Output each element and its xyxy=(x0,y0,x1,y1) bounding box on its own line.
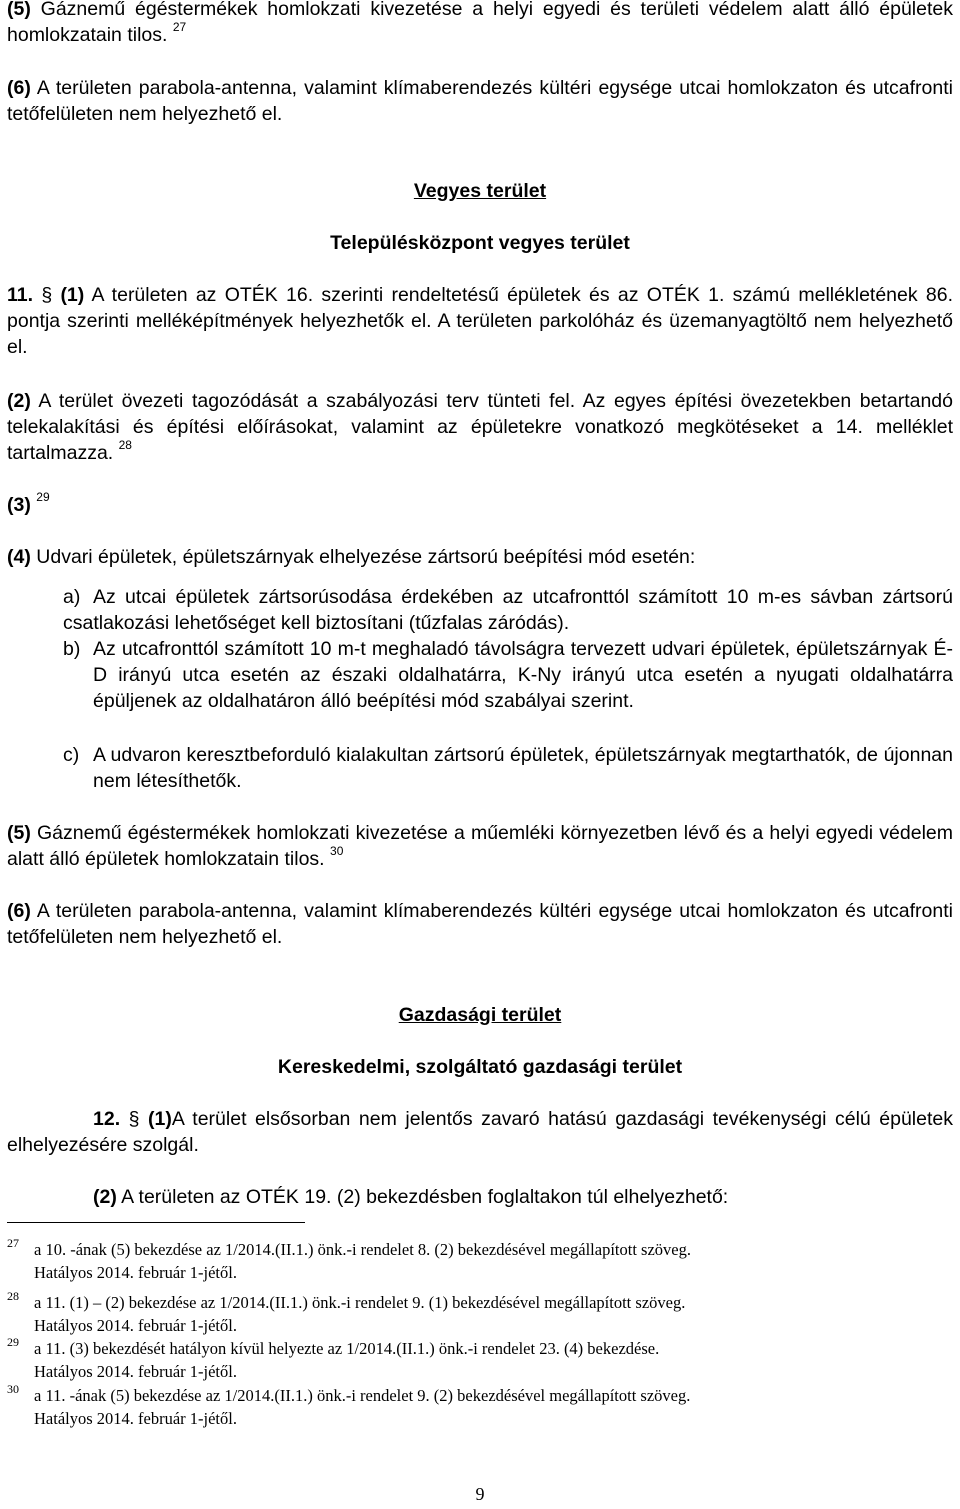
paragraph-label: (1) xyxy=(60,284,85,306)
list-item-label: b) xyxy=(63,638,81,660)
paragraph-text: A terület övezeti tagozódását a szabályozási terv tünteti fel. Az egyes építési övezetekben betartandó telekalakítási és építési előírásokat, valamint az épületekre vonatkozó megkötéseket a 14. melléklet tartalmazza. xyxy=(7,390,953,464)
section-11-paragraph-3 xyxy=(7,489,953,518)
paragraph-text: Gáznemű égéstermékek homlokzati kivezetése a helyi egyedi és területi védelem alatt álló épületek homlokzatain tilos. xyxy=(7,0,953,46)
section-11-paragraph-5 xyxy=(7,820,953,872)
footnote-text: a 11. (1) – (2) bekezdése az 1/2014.(II.1.) önk.-i rendelet 9. (1) bekezdésével megállapított szöveg. xyxy=(34,1293,686,1312)
paragraph-label: (5) xyxy=(7,0,31,20)
footnote-ref-29[interactable]: 29 xyxy=(36,489,50,504)
list-item-label: c) xyxy=(63,744,80,766)
footnote-28 xyxy=(7,1291,947,1337)
paragraph-text: Udvari épületek, épületszárnyak elhelyezése zártsorú beépítési mód esetén: xyxy=(30,546,696,568)
paragraph-label: (3) xyxy=(7,494,31,516)
paragraph-text: A területen az OTÉK 16. szerinti rendeltetésű épületek és az OTÉK 1. számú mellékletének 86. pontja szerinti melléképítmények helyezhetők el. A területen parkolóház és üzemanyagtöltő nem helyezhető el. xyxy=(7,284,953,358)
footnote-ref-30[interactable]: 30 xyxy=(330,843,344,858)
section-12-paragraph-2 xyxy=(7,1184,953,1210)
subsection-heading-2: Kereskedelmi, szolgáltató gazdasági terület xyxy=(277,1056,683,1078)
paragraph-text: A területen parabola-antenna, valamint klímaberendezés kültéri egysége utcai homlokzaton és utcafronti tetőfelületen nem helyezhető el. xyxy=(7,77,953,125)
footnote-ref-28[interactable]: 28 xyxy=(118,437,132,452)
subsection-heading: Településközpont vegyes terület xyxy=(330,232,630,254)
section-11-paragraph-2 xyxy=(7,388,953,466)
list-item-a xyxy=(63,584,953,636)
footnote-text: a 11. -ának (5) bekezdése az 1/2014.(II.1.) önk.-i rendelet 9. (2) bekezdésével megállapított szöveg. xyxy=(34,1386,691,1405)
paragraph-text: A területen az OTÉK 19. (2) bekezdésben foglaltakon túl elhelyezhető: xyxy=(116,1186,729,1208)
footnote-ref-27[interactable]: 27 xyxy=(172,19,187,34)
paragraph-text: Gáznemű égéstermékek homlokzati kivezetése a műemléki környezetben lévő és a helyi egyedi védelem alatt álló épületek homlokzatain tilos. xyxy=(7,822,953,870)
section-12-paragraph-1: 12. § (1)A terület elsősorban nem jelentős zavaró hatású gazdasági tevékenységi célú épületek elhelyezésére szolgál. xyxy=(7,1108,953,1156)
footnote-number: 27 xyxy=(7,1236,19,1250)
footnote-text-2: Hatályos 2014. február 1-jétől. xyxy=(34,1263,237,1282)
section-heading-2: Gazdasági terület xyxy=(398,1004,562,1026)
section-11-paragraph-6 xyxy=(7,898,953,950)
footnote-27 xyxy=(7,1238,947,1284)
paragraph-label: (4) xyxy=(7,546,31,568)
footnote-29 xyxy=(7,1337,947,1383)
list-item-c xyxy=(63,742,953,794)
footnote-number: 28 xyxy=(7,1289,19,1303)
list-item-text: A udvaron keresztbeforduló kialakultan zártsorú épületek, épületszárnyak megtarthatók, de újonnan nem létesíthetők. xyxy=(93,744,953,792)
footnote-text: a 10. -ának (5) bekezdése az 1/2014.(II.1.) önk.-i rendelet 8. (2) bekezdésével megállapított szöveg. xyxy=(34,1240,691,1259)
list-item-b xyxy=(63,636,953,714)
paragraph-label: (5) xyxy=(7,822,31,844)
section-heading: Vegyes terület xyxy=(413,180,547,202)
section-number: 11. xyxy=(7,284,34,306)
list-item-text: Az utcafronttól számított 10 m-t meghaladó távolságra tervezett udvari épületek, épületszárnyak É-D irányú utca esetén az északi oldalhatárra, K-Ny irányú utca esetén a nyugati oldalhatárra épüljenek az oldalhatáron álló beépítési mód szabályai szerint. xyxy=(93,638,953,712)
paragraph-5-previous xyxy=(7,0,953,48)
footnote-30 xyxy=(7,1384,947,1430)
section-11-paragraph-1: 11. § (1) A területen az OTÉK 16. szerinti rendeltetésű épületek és az OTÉK 1. számú mellékletének 86. pontja szerinti melléképítmények helyezhetők el. A területen parkolóház és üzemanyagtöltő nem helyezhető el. xyxy=(7,284,953,358)
footnote-number: 29 xyxy=(7,1335,19,1349)
footnote-text-2: Hatályos 2014. február 1-jétől. xyxy=(34,1409,237,1428)
footnote-text-2: Hatályos 2014. február 1-jétől. xyxy=(34,1362,237,1381)
paragraph-text: A terület elsősorban nem jelentős zavaró hatású gazdasági tevékenységi célú épületek elhelyezésére szolgál. xyxy=(7,1108,953,1156)
section-number: 12. xyxy=(93,1108,121,1130)
paragraph-label: (6) xyxy=(7,900,31,922)
list-item-label: a) xyxy=(63,586,81,608)
paragraph-label: (2) xyxy=(93,1186,117,1208)
section-11-paragraph-4 xyxy=(7,544,953,570)
paragraph-text: A területen parabola-antenna, valamint klímaberendezés kültéri egysége utcai homlokzaton és utcafronti tetőfelületen nem helyezhető el. xyxy=(7,900,953,948)
paragraph-label: (6) xyxy=(7,77,31,99)
list-item-text: Az utcai épületek zártsorúsodása érdekében az utcafronttól számított 10 m-es sávban zártsorú csatlakozási lehetőséget kell biztosítani (tűzfalas záródás). xyxy=(63,586,953,634)
footnote-text-2: Hatályos 2014. február 1-jétől. xyxy=(34,1316,237,1335)
paragraph-label: (2) xyxy=(7,390,31,412)
page-number: 9 xyxy=(475,1484,485,1504)
footnote-text: a 11. (3) bekezdését hatályon kívül helyezte az 1/2014.(II.1.) önk.-i rendelet 23. (4) bekezdése. xyxy=(34,1339,660,1358)
footnote-separator xyxy=(7,1222,305,1223)
paragraph-label: (1) xyxy=(148,1108,172,1130)
footnote-number: 30 xyxy=(7,1382,19,1396)
paragraph-6-previous xyxy=(7,75,953,127)
